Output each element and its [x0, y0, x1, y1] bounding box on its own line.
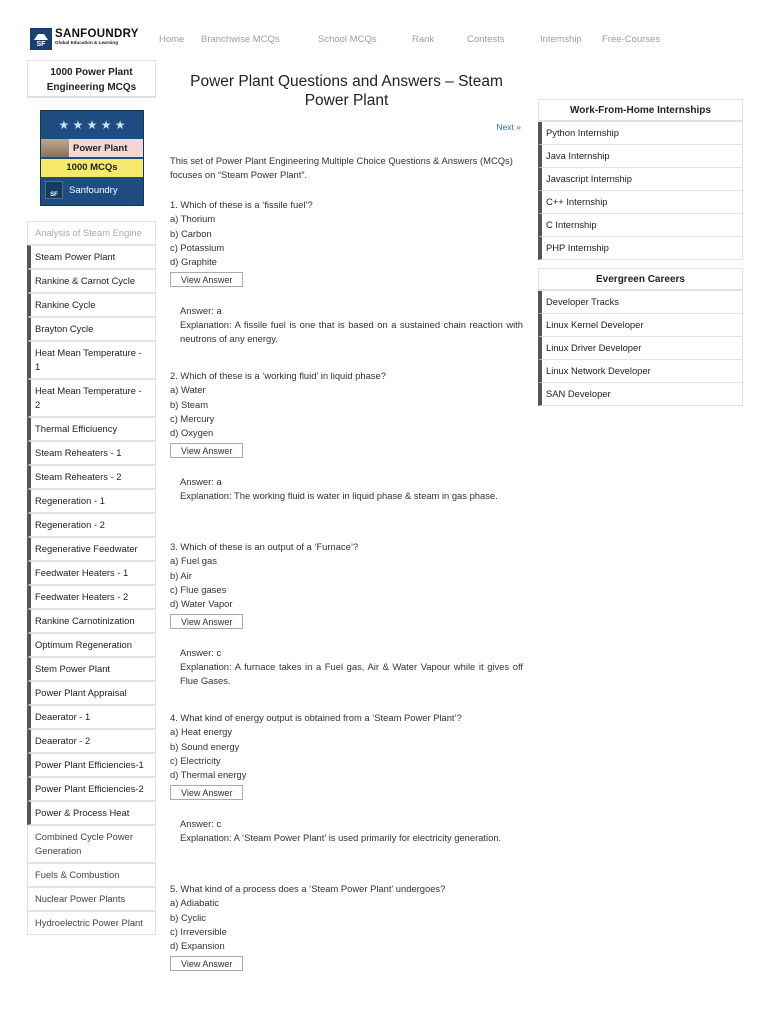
sidebar-item[interactable]: Heat Mean Temperature - 1: [27, 341, 156, 379]
sidebar-item[interactable]: Power & Process Heat: [27, 801, 156, 825]
internship-link[interactable]: Java Internship: [538, 145, 743, 168]
book-band-label: Power Plant: [73, 142, 128, 154]
answer-option: a) Adiabatic: [170, 897, 219, 909]
question-block: [170, 369, 523, 503]
answer-option: b) Air: [170, 569, 192, 581]
answer-option: c) Electricity: [170, 754, 221, 766]
right-sidebar: [538, 99, 743, 406]
nav-contests[interactable]: Contests: [467, 34, 505, 45]
careers-heading: Evergreen Careers: [538, 268, 743, 291]
question-block: [170, 711, 523, 845]
question-text: 2. Which of these is a ‘working fluid’ in liquid phase?: [170, 370, 386, 381]
internship-link[interactable]: C Internship: [538, 214, 743, 237]
answer-option: b) Carbon: [170, 227, 212, 239]
sidebar-item[interactable]: Regenerative Feedwater: [27, 537, 156, 561]
career-list: [538, 291, 743, 406]
sidebar-item[interactable]: Stem Power Plant: [27, 657, 156, 681]
sidebar-item[interactable]: Power Plant Efficiencies-2: [27, 777, 156, 801]
answer-option: c) Mercury: [170, 412, 215, 424]
nav-free-courses[interactable]: Free-Courses: [602, 34, 661, 45]
explanation-text: Explanation: A furnace takes in a Fuel gas, Air & Water Vapour while it gives off Flue Gases.: [180, 661, 523, 687]
career-link[interactable]: Linux Network Developer: [538, 360, 743, 383]
answer-option: c) Flue gases: [170, 583, 227, 595]
next-link[interactable]: Next »: [496, 122, 521, 132]
sidebar-item[interactable]: Rankine Cycle: [27, 293, 156, 317]
page-title: Power Plant Questions and Answers – Steam Power Plant: [190, 73, 503, 109]
answer-text: Answer: c: [180, 646, 222, 658]
sf-logo-icon: SF: [45, 181, 63, 199]
answer-option: a) Water: [170, 384, 206, 396]
answer-option: d) Thermal energy: [170, 769, 247, 781]
sidebar-item[interactable]: Fuels & Combustion: [27, 863, 156, 887]
view-answer-button[interactable]: View Answer: [170, 956, 243, 971]
question-text: 5. What kind of a process does a ‘Steam Power Plant’ undergoes?: [170, 883, 446, 894]
logo-mark-icon: SF: [30, 28, 52, 50]
career-link[interactable]: Linux Driver Developer: [538, 337, 743, 360]
explanation-text: Explanation: The working fluid is water in liquid phase & steam in gas phase.: [180, 490, 498, 502]
sidebar-item[interactable]: Steam Reheaters - 2: [27, 465, 156, 489]
sidebar-item[interactable]: Rankine & Carnot Cycle: [27, 269, 156, 293]
answer-text: Answer: c: [180, 817, 222, 829]
nav-school-mcqs[interactable]: School MCQs: [318, 34, 377, 45]
nav-home[interactable]: Home: [159, 34, 185, 45]
question-block: [170, 540, 523, 689]
view-answer-button[interactable]: View Answer: [170, 614, 243, 629]
sidebar-item[interactable]: Power Plant Efficiencies-1: [27, 753, 156, 777]
topic-list: [27, 221, 156, 935]
book-brand-label: Sanfoundry: [69, 184, 118, 196]
sidebar-item[interactable]: Regeneration - 2: [27, 513, 156, 537]
sidebar-item[interactable]: Hydroelectric Power Plant: [27, 911, 156, 935]
question-text: 1. Which of these is a ‘fissile fuel’?: [170, 199, 313, 210]
answer-option: d) Expansion: [170, 940, 225, 952]
answer-panel: [170, 475, 523, 504]
sidebar-item[interactable]: Rankine Carnotinization: [27, 609, 156, 633]
sidebar-item[interactable]: Deaerator - 2: [27, 729, 156, 753]
question-text: 4. What kind of energy output is obtained from a ‘Steam Power Plant’?: [170, 712, 462, 723]
answer-option: a) Heat energy: [170, 726, 233, 738]
sidebar-title[interactable]: 1000 Power Plant Engineering MCQs: [27, 60, 156, 98]
book-cover-image[interactable]: [40, 110, 144, 206]
career-link[interactable]: Linux Kernel Developer: [538, 314, 743, 337]
nav-rank[interactable]: Rank: [412, 34, 435, 45]
internships-heading: Work-From-Home Internships: [538, 99, 743, 122]
view-answer-button[interactable]: View Answer: [170, 785, 243, 800]
answer-option: a) Thorium: [170, 213, 216, 225]
answer-panel: [170, 304, 523, 347]
sidebar-item[interactable]: Steam Power Plant: [27, 245, 156, 269]
brand-name: SANFOUNDRY: [55, 28, 139, 40]
question-text: 3. Which of these is an output of a ‘Furnace’?: [170, 541, 359, 552]
sidebar-item[interactable]: Optimum Regeneration: [27, 633, 156, 657]
answer-panel: [170, 646, 523, 689]
answer-text: Answer: a: [180, 304, 222, 316]
sidebar-item[interactable]: Nuclear Power Plants: [27, 887, 156, 911]
nav-branchwise-mcqs[interactable]: Branchwise MCQs: [201, 34, 280, 45]
answer-option: d) Water Vapor: [170, 598, 233, 610]
answer-option: c) Irreversible: [170, 925, 227, 937]
internship-link[interactable]: PHP Internship: [538, 237, 743, 260]
site-header: [0, 0, 768, 58]
explanation-text: Explanation: A ‘Steam Power Plant’ is used primarily for electricity generation.: [180, 832, 502, 844]
sidebar-item[interactable]: Analysis of Steam Engine: [27, 221, 156, 245]
internship-link[interactable]: Python Internship: [538, 122, 743, 145]
answer-panel: [170, 817, 523, 846]
answer-option: b) Steam: [170, 398, 209, 410]
career-link[interactable]: SAN Developer: [538, 383, 743, 406]
answer-text: Answer: a: [180, 475, 222, 487]
career-link[interactable]: Developer Tracks: [538, 291, 743, 314]
site-logo[interactable]: [30, 28, 139, 50]
answer-option: b) Sound energy: [170, 740, 240, 752]
sidebar-item[interactable]: Brayton Cycle: [27, 317, 156, 341]
left-sidebar: [27, 60, 156, 928]
sidebar-item[interactable]: Deaerator - 1: [27, 705, 156, 729]
sidebar-item[interactable]: Steam Reheaters - 1: [27, 441, 156, 465]
sidebar-item[interactable]: Regeneration - 1: [27, 489, 156, 513]
brand-tagline: Global Education & Learning: [55, 40, 119, 45]
intro-text: This set of Power Plant Engineering Multiple Choice Questions & Answers (MCQs) focuses on “Steam Power Plant”.: [170, 155, 513, 181]
answer-option: d) Oxygen: [170, 427, 214, 439]
answer-option: c) Potassium: [170, 241, 225, 253]
view-answer-button[interactable]: View Answer: [170, 443, 243, 458]
explanation-text: Explanation: A fissile fuel is one that is based on a sustained chain reaction with neutrons of any energy.: [180, 319, 523, 345]
view-answer-button[interactable]: View Answer: [170, 272, 243, 287]
answer-option: d) Graphite: [170, 256, 217, 268]
main-content: [170, 60, 523, 970]
sidebar-item[interactable]: Feedwater Heaters - 2: [27, 585, 156, 609]
question-block: [170, 198, 523, 347]
question-block: [170, 882, 523, 972]
power-plant-image: [41, 139, 69, 157]
book-mcq-label: 1000 MCQs: [41, 159, 143, 177]
internship-list: [538, 122, 743, 260]
nav-internship[interactable]: Internship: [540, 34, 582, 45]
internship-link[interactable]: Javascript Internship: [538, 168, 743, 191]
sidebar-item[interactable]: Thermal Efficiuency: [27, 417, 156, 441]
answer-option: a) Fuel gas: [170, 555, 217, 567]
sidebar-item[interactable]: Combined Cycle Power Generation: [27, 825, 156, 863]
sidebar-item[interactable]: Heat Mean Temperature - 2: [27, 379, 156, 417]
internship-link[interactable]: C++ Internship: [538, 191, 743, 214]
sidebar-item[interactable]: Feedwater Heaters - 1: [27, 561, 156, 585]
answer-option: b) Cyclic: [170, 911, 206, 923]
stars-icon: ★ ★ ★ ★ ★: [58, 118, 126, 132]
sidebar-item[interactable]: Power Plant Appraisal: [27, 681, 156, 705]
